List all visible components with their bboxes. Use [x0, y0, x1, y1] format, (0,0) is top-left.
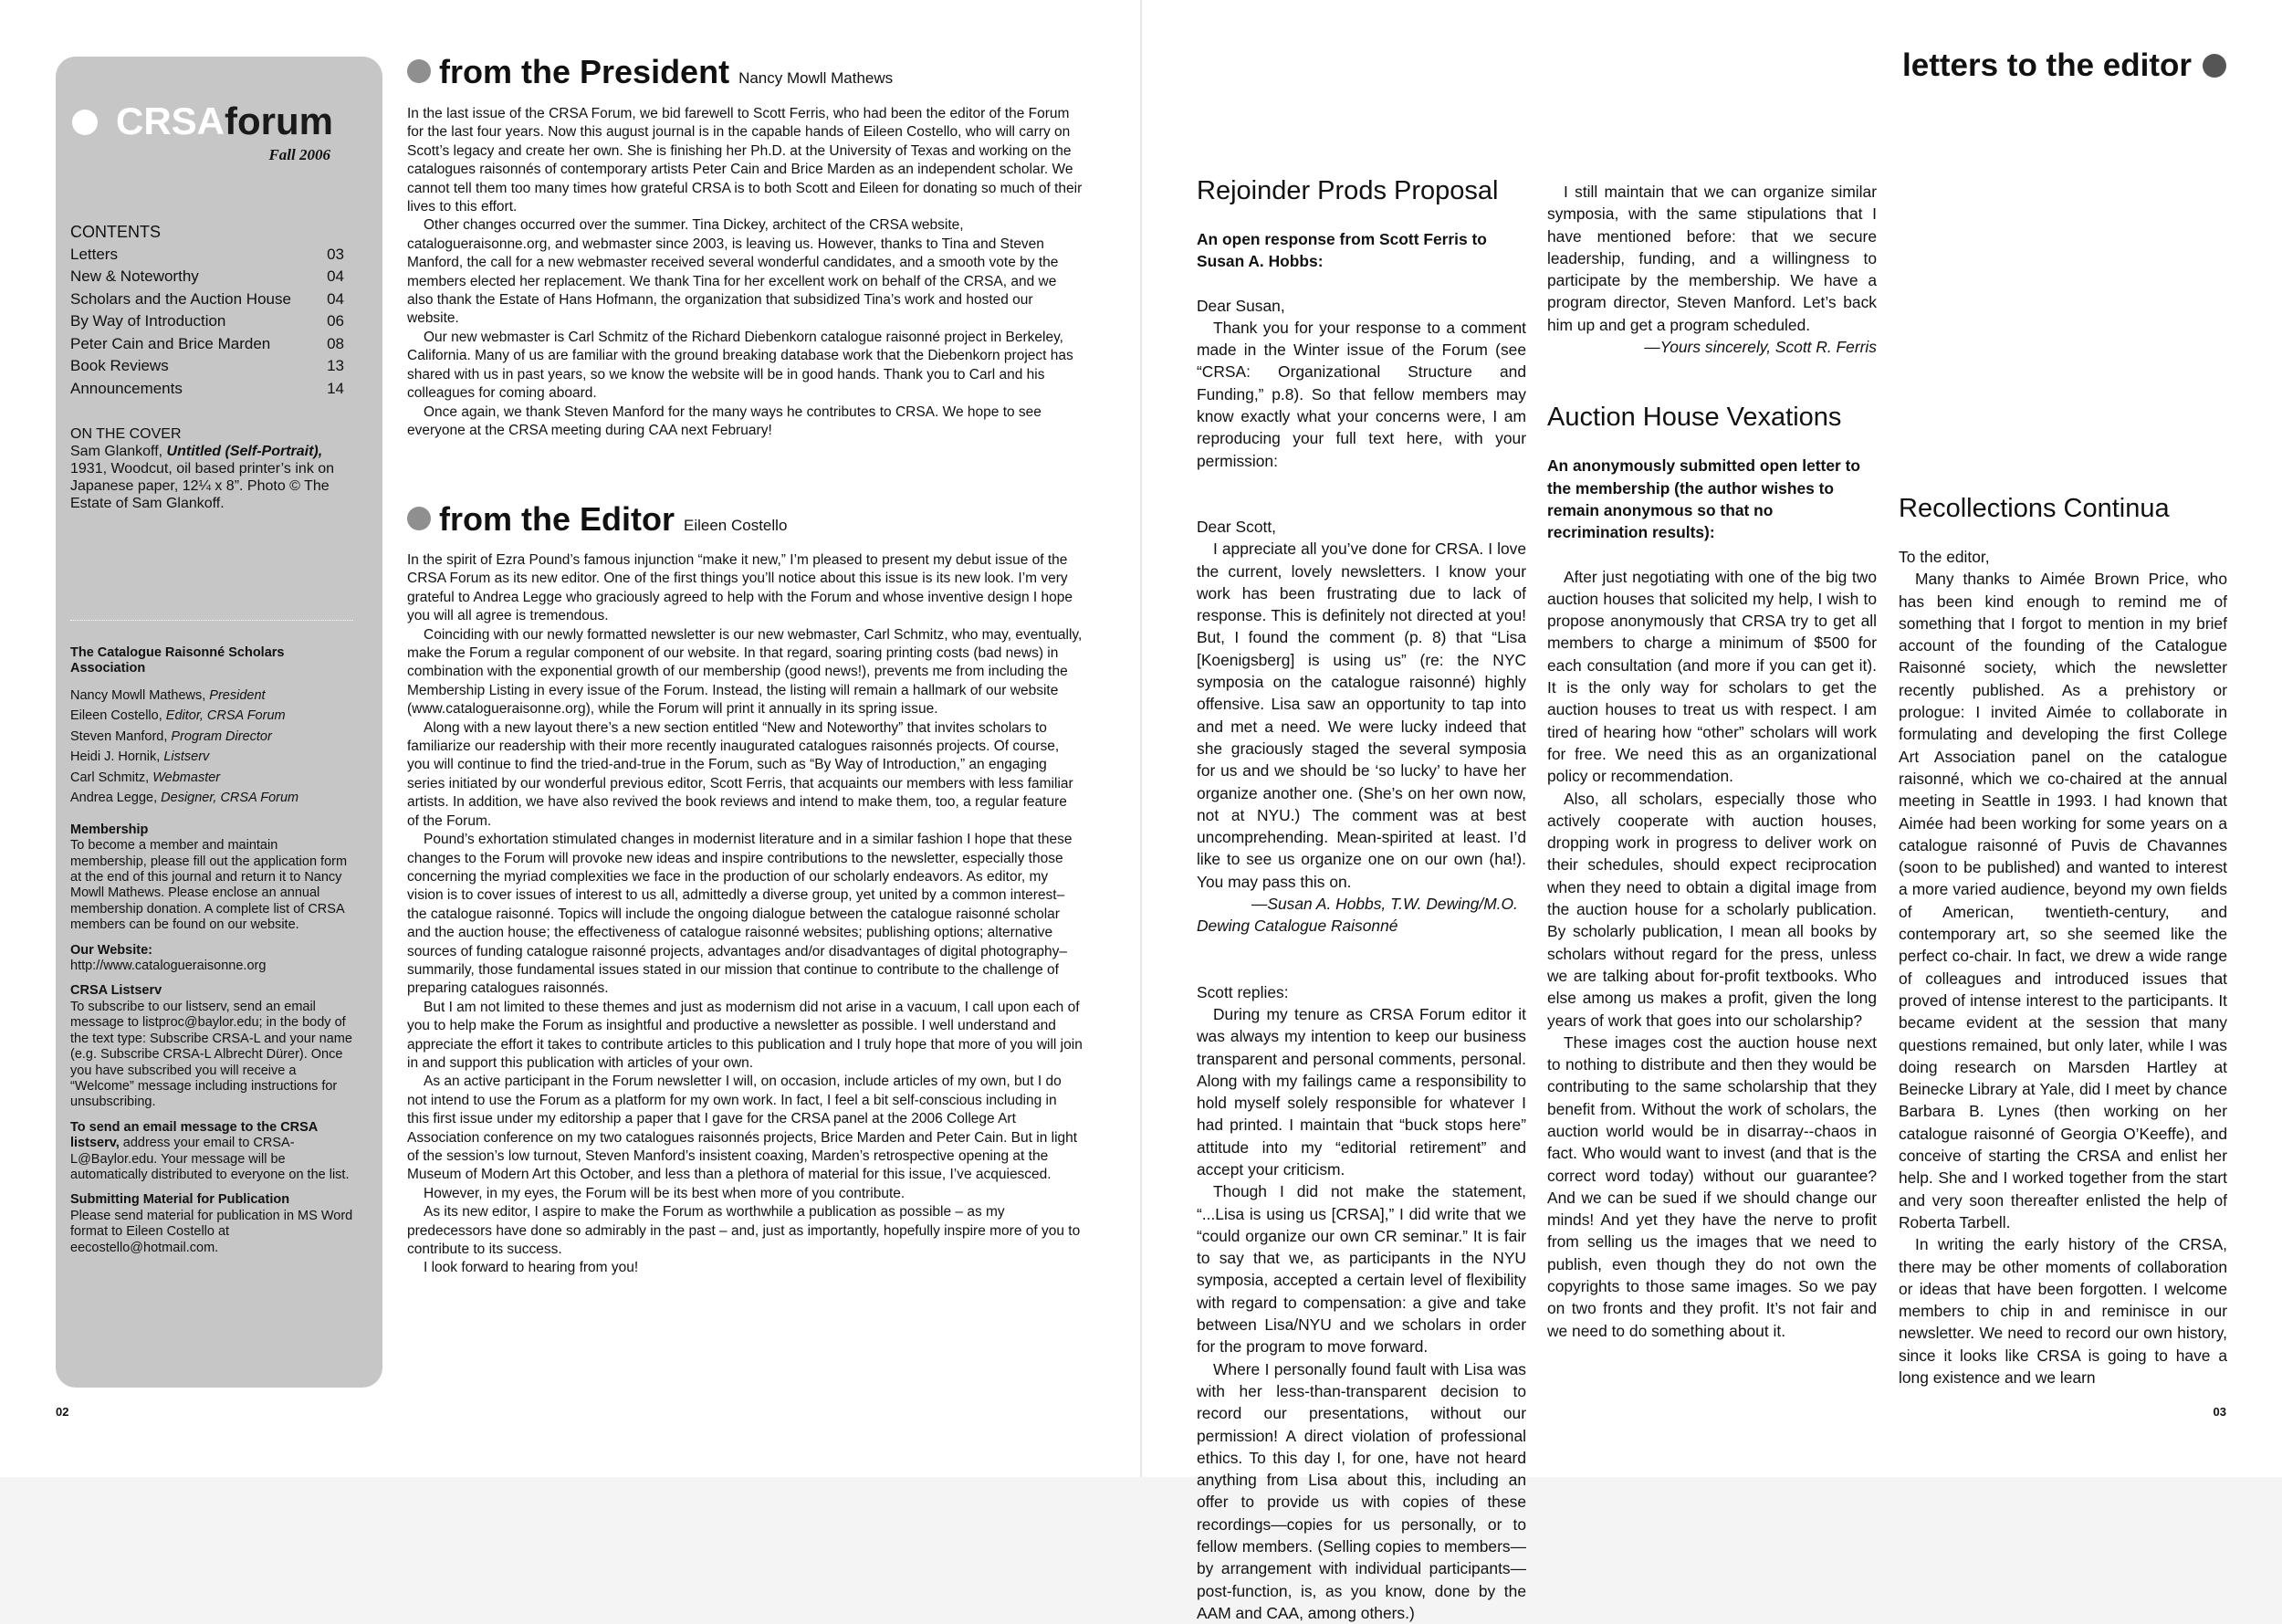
officer-role: President	[209, 687, 266, 703]
auction-paragraph: After just negotiating with one of the big two auction houses that solicited my help, I wish to propose anonymously that CRSA try to get all members to charge a minimum of $500 for each consultation (and more if you can get it). It is the only way for scholars to get the auction houses to treat us with respect. I am tired of hearing how “other” scholars will work for free. We need this as an organizational policy or recommendation.	[1547, 567, 1877, 786]
email-instructions	[70, 1120, 355, 1184]
rejoinder-paragraph: Thank you for your response to a comment made in the Winter issue of the Forum (see “CRSA: Organizational Structure and Funding,” p.8). So that fellow members may know exactly what your concerns were, I am reproducing your full text here, with your permission:	[1197, 318, 1526, 470]
toc-page: 06	[327, 312, 344, 330]
toc-item[interactable]	[70, 266, 344, 288]
issue-date: Fall 2006	[268, 146, 330, 163]
rejoinder-salutation: Dear Scott,	[1197, 517, 1276, 536]
editor-paragraph: However, in my eyes, the Forum will be its best when more of you contribute.	[424, 1185, 905, 1201]
toc-label: By Way of Introduction	[70, 312, 226, 330]
rejoinder-salutation: Dear Susan,	[1197, 296, 1285, 315]
officer-role: Designer, CRSA Forum	[161, 791, 299, 806]
rejoinder-paragraph: I still maintain that we can organize similar symposia, with the same stipulations that I have mentioned before: that we secure leadership, funding, and a willingness to participate by the membership. We have a program director, Steven Manford. Let’s back him up and get a program scheduled.	[1547, 183, 1877, 334]
toc-item[interactable]	[70, 355, 344, 378]
toc-label: Peter Cain and Brice Marden	[70, 334, 271, 352]
recollections-paragraph: In writing the early history of the CRSA, there may be other moments of collaboration or ideas that have been forgotten. I welcome members to chip in and reminisce in our newsletter. We need to record our own history, since it looks like CRSA is going to have a long existence and we learn	[1899, 1235, 2227, 1387]
rejoinder-paragraph: Though I did not make the statement, “...Lisa is using us [CRSA],” I did write that we “could organize our own CR seminar.” It is fair to say that we, as participants in the NYU symposia, accepted a certain level of flexibility with regard to compensation: a give and take between Lisa/NYU and we scholars in order for the program to move forward.	[1197, 1182, 1526, 1357]
editor-paragraph: Coinciding with our newly formatted newsletter is our new webmaster, Carl Schmitz, who may, eventually, make the Forum a regular component of our website. In that regard, soaring printing costs (bad news) in combination with the exponential growth of our membership (good news!), prevents me from including the Membership Listing in every issue of the Forum. Instead, the listing will remain a hallmark of our website (www.catalogueraisonne.org), while the Forum will print it annually in its spring issue.	[407, 626, 1083, 718]
table-of-contents	[70, 221, 344, 400]
auction-title: Auction House Vexations	[1547, 403, 1842, 433]
letters-column-1	[1197, 175, 1526, 1622]
auction-paragraph: These images cost the auction house next to nothing to distribute and then they would be contributing to the same scholarship that they benefit from. Without the work of scholars, the auction world would be in disarray--chaos in fact. Who would want to invest (and that is the correct word today) without our guarantee? And we can be sued if we should change our minds! And yet they have the nerve to profit from selling us the images that we need to publish, even though they do not own the copyrights to those same images. So we pay on two fronts and they profit. It’s not fair and we need to do something about it.	[1547, 1032, 1877, 1340]
editor-paragraph: As an active participant in the Forum newsletter I will, on occasion, include articles of my own, but I do not intend to use the Forum as a platform for my own work. In fact, I feel a bit self-conscious including in this first issue under my editorship a paper that I gave for the CRSA panel at the 2006 College Art Association conference on my two catalogues raisonnés projects, Brice Marden and Peter Cain. But in light of the session’s low turnout, Steven Manford’s insistent coaxing, Marden’s retrospective opening at the Museum of Modern Art this October, and less than a plethora of material for this issue, I’ve acquiesced.	[407, 1074, 1078, 1183]
president-author: Nancy Mowll Mathews	[738, 69, 894, 87]
listserv-text: To subscribe to our listserv, send an email message to listproc@baylor.edu; in the body of the text type: Subscribe CRSA-L and your name (e.g. Subscribe CRSA-L Albrecht Dürer). Once you have subscribed you will receive a “Welcome” message including instructions for unsubscribing.	[70, 999, 352, 1110]
bullet-icon	[407, 59, 431, 83]
rejoinder-paragraph: Where I personally found fault with Lisa was with her less-than-transparent decision to record our presentations, without our permission! A direct violation of professional ethics. To this day I, for one, have not heard anything from Lisa about this, including an offer to provide us with copies of these recordings—copies for us personally, or to fellow members. (Selling copies to members—by arrangement with individual participants—post-function, is, as you know, done by the AAM and CAA, among others.)	[1197, 1359, 1526, 1622]
toc-label: Book Reviews	[70, 357, 169, 374]
auction-paragraph: Also, all scholars, especially those who actively cooperate with auction houses, dropping work in progress to deliver work on their schedules, should expect reciprocation when they need to obtain a digital image from the auction house for a scholarly publication. By scholarly publication, I mean all books by scholars without regard for the press, unless we are talking about for-profit textbooks. Who else among us makes a profit, given the long years of work that goes into our scholarship?	[1547, 789, 1877, 1030]
toc-page: 04	[327, 289, 344, 308]
auction-subhead: An anonymously submitted open letter to the membership (the author wishes to remain anonymous so that no recrimination results):	[1547, 456, 1861, 542]
cover-credit	[70, 425, 353, 512]
officer-item	[70, 768, 355, 789]
officer-role: Editor, CRSA Forum	[165, 708, 286, 724]
officer-name: Eileen Costello,	[70, 708, 166, 724]
rejoinder-paragraph: During my tenure as CRSA Forum editor it was always my intention to keep our business transparent and personal comments, personal. Along with my failings came a responsibility to hold myself solely responsible for whatever I had printed. I maintain that “buck stops here” attitude into my “editorial retirement” and accept your criticism.	[1197, 1004, 1526, 1179]
toc-item[interactable]	[70, 378, 344, 401]
toc-label: New & Noteworthy	[70, 267, 199, 285]
toc-page: 04	[327, 267, 344, 285]
president-title: from the President	[439, 53, 730, 90]
email-text: address your email to CRSA-L@Baylor.edu. Your message will be automatically distributed to everyone on the list.	[70, 1136, 350, 1182]
cover-heading: ON THE COVER	[70, 426, 182, 442]
toc-page: 03	[327, 245, 344, 263]
president-paragraph: In the last issue of the CRSA Forum, we bid farewell to Scott Ferris, who had been the editor of the Forum for the last four years. Now this august journal is in the capable hands of Eileen Costello, who will carry on Scott’s legacy and create her own. She is finishing her Ph.D. at the University of Texas and working on the catalogues raisonnés of contemporary artists Peter Cain and Brice Marden as an independent scholar. We cannot tell them too many times how grateful CRSA is to both Scott and Eileen for donating so much of their lives to this effort.	[407, 106, 1083, 215]
membership-heading: Membership	[70, 822, 149, 837]
membership-text: To become a member and maintain membership, please fill out the application form at the end of this journal and return it to Nancy Mowll Mathews. Please enclose an annual membership donation. A complete list of CRSA members can be found on our website.	[70, 838, 348, 933]
cover-title: Untitled (Self-Portrait),	[166, 444, 323, 459]
officer-item	[70, 788, 355, 809]
president-paragraph: Our new webmaster is Carl Schmitz of the Richard Diebenkorn catalogue raisonné project in Berkeley, California. Many of us are familiar with the ground breaking database work that the Diebenkorn project has shared with us in past years, so we know the website will be in good hands. Thank you to Carl and his colleagues for coming aboard.	[407, 329, 1073, 402]
officer-item	[70, 747, 355, 768]
toc-item[interactable]	[70, 288, 344, 311]
masthead-bullet-icon	[72, 110, 98, 135]
bullet-icon	[407, 507, 431, 530]
page-number-left: 02	[56, 1405, 69, 1419]
editor-paragraph: Along with a new layout there’s a new section entitled “New and Noteworthy” that invites scholars to familiarize our readership with their more recently inaugurated catalogues raisonnés projects. Of course, you will continue to find the tried-and-true in the Forum, such as “By Way of Introduction,” an engaging series initiated by our wonderful previous editor, Scott Ferris, that acquaints our members with less familiar artists. In addition, we have also revived the book reviews and intend to make them, too, a regular feature of the Forum.	[407, 719, 1073, 829]
toc-page: 13	[327, 357, 344, 374]
officer-name: Andrea Legge,	[70, 791, 162, 806]
submit-text: Please send material for publication in MS Word format to Eileen Costello at eecostello@hotmail.com.	[70, 1208, 353, 1255]
officer-name: Heidi J. Hornik,	[70, 749, 164, 765]
rejoinder-signature: —Susan A. Hobbs, T.W. Dewing/M.O. Dewing Catalogue Raisonné	[1197, 895, 1518, 936]
toc-page: 08	[327, 334, 344, 352]
bullet-icon	[2203, 54, 2226, 78]
officer-role: Webmaster	[152, 770, 221, 785]
toc-label: Scholars and the Auction House	[70, 289, 291, 308]
officer-item	[70, 686, 355, 707]
website-heading: Our Website:	[70, 942, 152, 958]
recollections-paragraph: Many thanks to Aimée Brown Price, who has been kind enough to remind me of something that I forgot to mention in my brief account of the founding of the Catalogue Raisonné society, which the newsletter recently published. As a prehistory or prologue: I invited Aimée to collaborate in formulating and developing the first College Art Association panel on the catalogue raisonné, which we co-chaired at the annual meeting in Seattle in 1993. I had known that Aimée had been working for some years on a catalogue raisonné of Puvis de Chavannes (soon to be published) and wanted to interest a more varied audience, beyond my own fields of American, twentieth-century, and contemporary art, so she seemed like the perfect co-chair. In fact, we drew a wide range of colleagues and introduced issues that proved of intense interest to the participants. It became evident at the session that many questions remained, but only later, while I was doing research on Marsden Hartley at Beinecke Library at Yale, did I meet by chance Barbara B. Lynes (then working on her catalogue raisonné of Georgia O’Keeffe), and conceive of starting the CRSA and enlist her help. She and I worked together from the start and very soon thereafter enlisted the help of Roberta Tarbell.	[1899, 570, 2227, 1231]
editor-paragraph: In the spirit of Ezra Pound’s famous injunction “make it new,” I’m pleased to present my debut issue of the CRSA Forum as its new editor. One of the first things you’ll notice about this issue is its new look. I’m very grateful to Andrea Legge who graciously agreed to help with the Forum and whose inventive design I hope you will all agree is tremendous.	[407, 552, 1073, 624]
editor-paragraph: I look forward to hearing from you!	[424, 1260, 639, 1276]
cover-details: 1931, Woodcut, oil based printer’s ink on Japanese paper, 12¼ x 8”. Photo © The Estate of Sam Glankoff.	[70, 461, 335, 511]
officer-role: Listserv	[163, 749, 210, 765]
toc-item[interactable]	[70, 244, 344, 267]
officer-list	[70, 686, 355, 809]
letters-title: letters to the editor	[1902, 47, 2192, 83]
editor-paragraph: But I am not limited to these themes and just as modernism did not arise in a vacuum, I call upon each of you to help make the Forum as insightful and productive a newsletter as possible. I well understand and appreciate the effort it takes to contribute articles to this publication and I truly hope that more of you will join in and support this publication with articles of your own.	[407, 999, 1083, 1071]
president-paragraph: Other changes occurred over the summer. Tina Dickey, architect of the CRSA website, catalogueraisonne.org, and webmaster since 2003, is leaving us. However, thanks to Tina and Steven Manford, the call for a new webmaster received several wonderful candidates, and a smooth vote by the members elected her replacement. We thank Tina for her excellent work on behalf of the CRSA, and we also thank the Estate of Hans Hofmann, the organization that subsidized Tina’s work and hosted our website.	[407, 217, 1059, 327]
contents-heading: CONTENTS	[70, 223, 161, 241]
toc-item[interactable]	[70, 333, 344, 356]
recollections-title: Recollections Continua	[1899, 494, 2170, 523]
officer-name: Carl Schmitz,	[70, 770, 153, 785]
rejoinder-subhead: An open response from Scott Ferris to Susan A. Hobbs:	[1197, 230, 1487, 271]
masthead-forum: forum	[225, 100, 334, 142]
masthead-crsa: CRSA	[116, 100, 225, 142]
president-heading	[407, 53, 893, 91]
editor-author: Eileen Costello	[684, 517, 788, 534]
rejoinder-title: Rejoinder Prods Proposal	[1197, 176, 1499, 205]
page-number-right: 03	[2213, 1405, 2226, 1419]
page-gutter	[1140, 0, 1142, 1477]
sidebar-panel	[56, 57, 382, 1388]
email-heading: To send an email message to the CRSA listserv,	[70, 1119, 318, 1151]
editor-paragraph: As its new editor, I aspire to make the Forum as worthwhile a publication as possible – as my predecessors have done so admirably in the past – and, just as importantly, hopefully inspire more of you to contribute to its success.	[407, 1204, 1081, 1258]
editor-column	[407, 551, 1083, 1278]
letters-column-2	[1547, 181, 1877, 1342]
letters-page-title	[1902, 47, 2226, 84]
editor-title: from the Editor	[439, 500, 675, 538]
cover-caption	[70, 443, 353, 512]
editor-paragraph: Pound’s exhortation stimulated changes in modernist literature and in a similar fashion I hope that these changes to the Forum will provoke new ideas and inspire contributions to the newsletter, especially those concerning the myriad complexities we face in the production of our scholarly endeavors. As editor, my vision is to cover issues of interest to us all, admittedly a diverse group, yet united by a common interest–the catalogue raisonné. Topics will include the ongoing dialogue between the catalogue raisonné scholar and the auction house; the effectiveness of catalogue raisonné websites; publishing options; alternative sources of funding catalogue raisonné projects, advantages and/or disadvantages of digital photography–summarily, those fundamental issues stated in our mission that continue to contribute to the challenge of preparing catalogues raisonnés.	[407, 832, 1073, 997]
toc-page: 14	[327, 379, 344, 397]
toc-label: Announcements	[70, 379, 183, 397]
listserv-heading: CRSA Listserv	[70, 983, 162, 999]
website-link[interactable]: http://www.catalogueraisonne.org	[70, 959, 267, 974]
rejoinder-replies: Scott replies:	[1197, 982, 1289, 1001]
cover-artist: Sam Glankoff,	[70, 444, 167, 459]
association-info	[70, 645, 355, 1256]
toc-label: Letters	[70, 245, 118, 263]
president-paragraph: Once again, we thank Steven Manford for the many ways he contributes to CRSA. We hope to see everyone at the CRSA meeting during CAA next February!	[407, 403, 1042, 438]
officer-item	[70, 706, 355, 727]
association-name: The Catalogue Raisonné Scholars Association	[70, 645, 285, 676]
officer-name: Steven Manford,	[70, 728, 172, 744]
rejoinder-signature: —Yours sincerely, Scott R. Ferris	[1644, 338, 1877, 357]
masthead-title	[116, 99, 333, 144]
president-column	[407, 105, 1083, 440]
letters-column-3	[1899, 493, 2227, 1388]
submit-heading: Submitting Material for Publication	[70, 1192, 290, 1208]
officer-item	[70, 727, 355, 748]
officer-role: Program Director	[171, 728, 272, 744]
masthead	[72, 99, 364, 144]
editor-heading	[407, 500, 787, 539]
officer-name: Nancy Mowll Mathews,	[70, 687, 210, 703]
recollections-salutation: To the editor,	[1899, 548, 1990, 566]
sidebar-divider	[70, 620, 353, 621]
rejoinder-paragraph: I appreciate all you’ve done for CRSA. I love the current, lovely newsletters. I know your work has been frustrating due to lack of response. This is definitely not directed at you! But, I found the comment (p. 8) that “Lisa [Koenigsberg] is using us” (re: the NYC symposia on the catalogue raisonné) highly offensive. Lisa saw an opportunity to tap into and met a need. We were lucky indeed that she graciously staged the several symposia for us and we should be ‘so lucky’ to have her organize another one. (She’s on her own now, not at NYU.) The comment was at best uncomprehending. Mean-spirited at least. I’d like to see us organize one on our own (ha!). You may pass this on.	[1197, 540, 1526, 891]
toc-item[interactable]	[70, 310, 344, 333]
